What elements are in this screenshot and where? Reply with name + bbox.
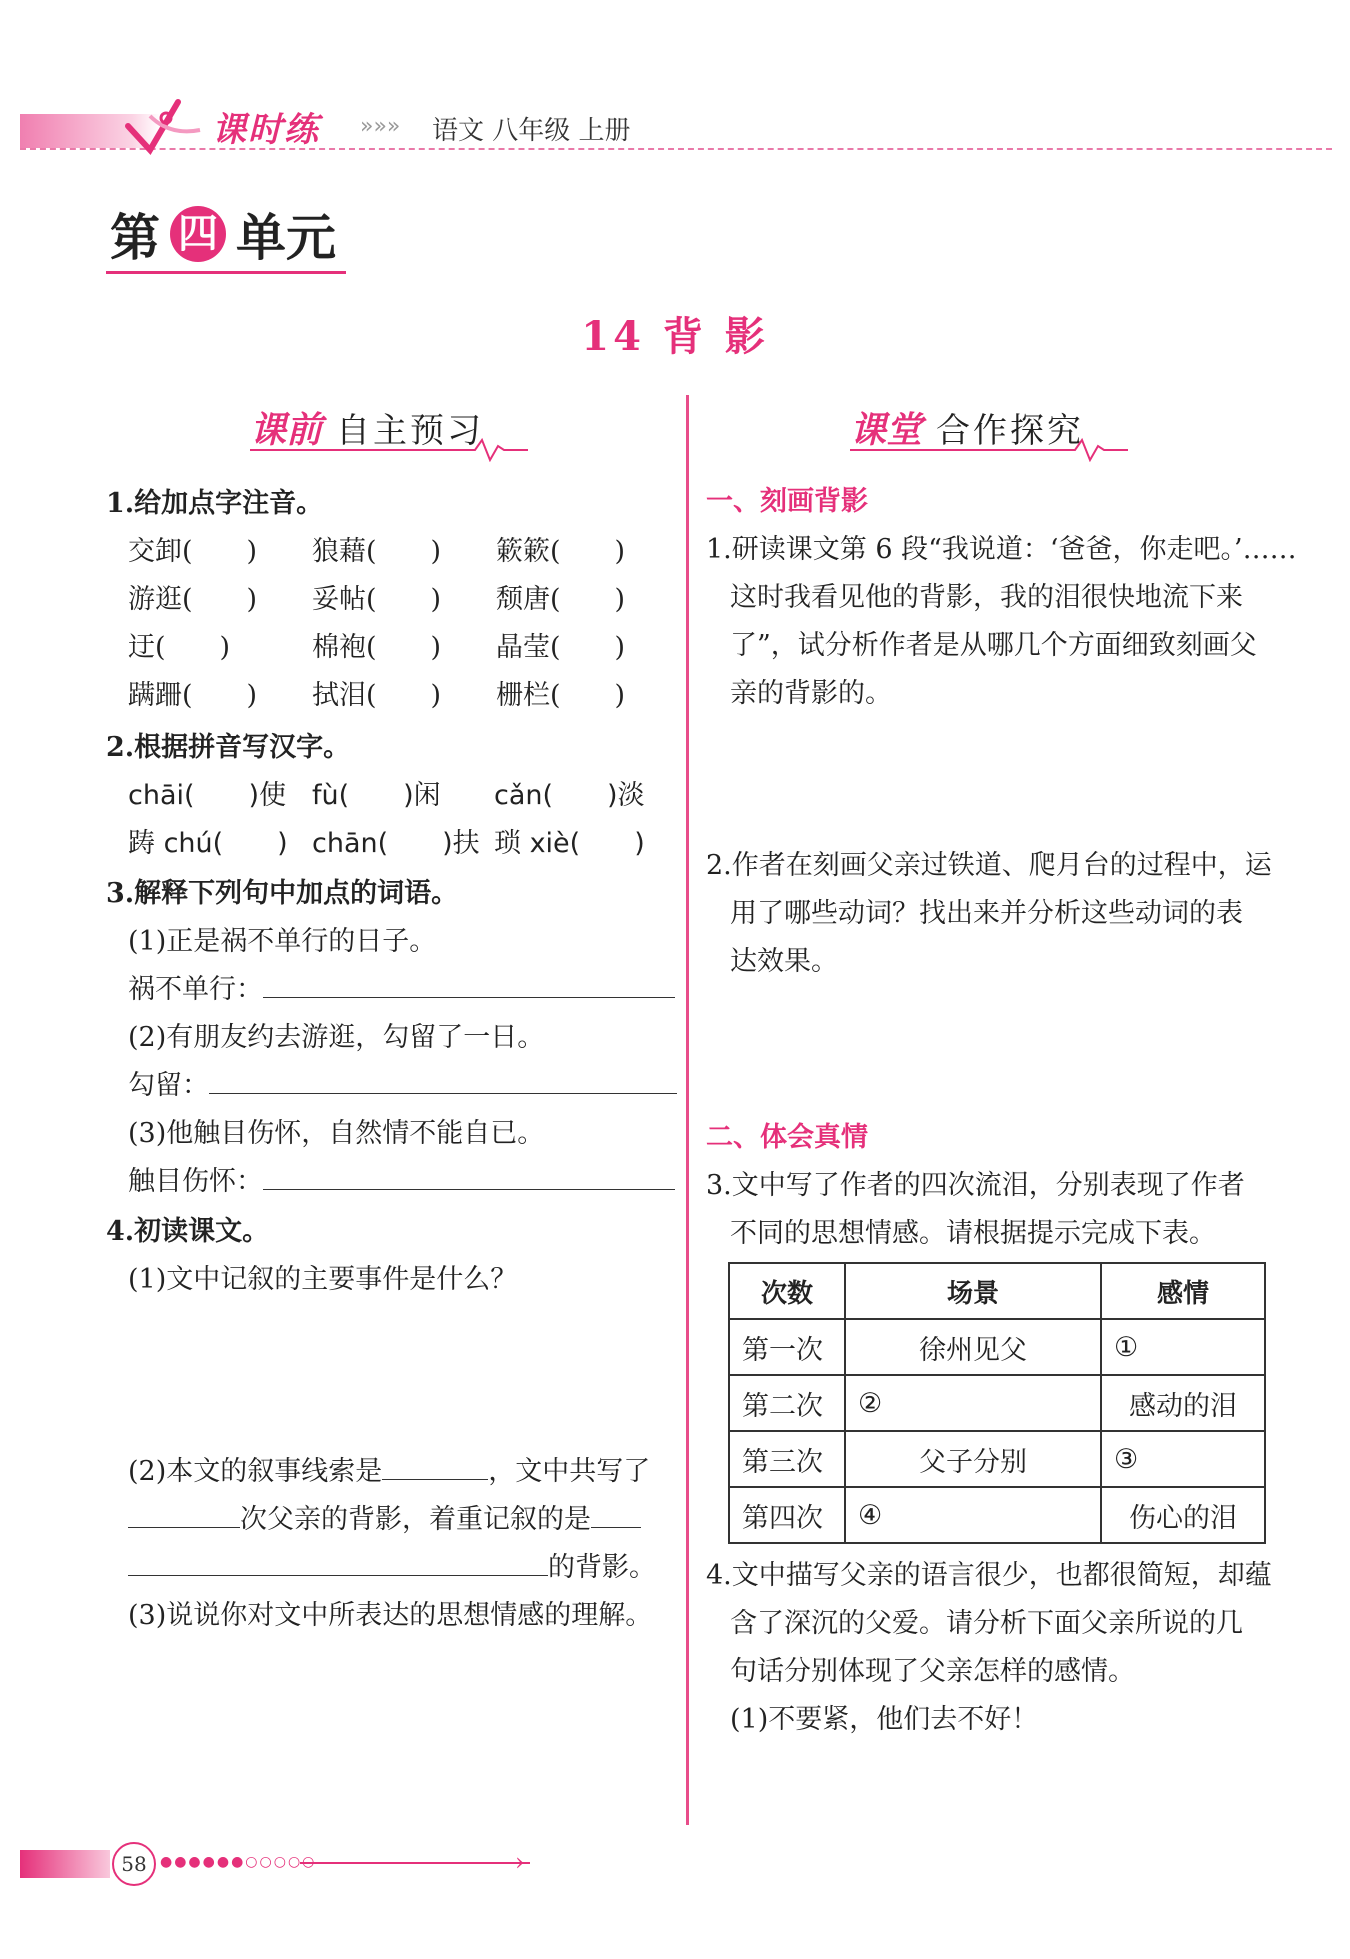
arrow-right-icon: › [515,1848,525,1876]
footer-gradient-bar [20,1850,110,1878]
table-cell: 第二次 [729,1375,845,1431]
unit-underline [106,271,346,274]
table-header: 场景 [845,1263,1101,1319]
left-section-heading [250,402,484,458]
q1-row [496,532,625,572]
footer-arrow-line [300,1862,530,1864]
q2-item: chāi( )使 [128,780,287,811]
q4-title: 4.初读课文。 [106,1216,270,1247]
table-cell[interactable]: ① [1101,1319,1265,1375]
q2-item: cǎn( )淡 [494,780,645,811]
q4-text: 次父亲的背影，着重记叙的是 [240,1504,591,1535]
table-row [729,1431,1265,1487]
rq1-line: 了”，试分析作者是从哪几个方面细致刻画父 [730,630,1257,661]
table-cell: 第一次 [729,1319,845,1375]
q4-part-3: (3)说说你对文中所表达的思想情感的理解。 [128,1600,653,1631]
lesson-title: 14 背 影 [581,313,769,360]
q1-item: 游逛( ) [128,584,258,615]
table-cell[interactable]: ② [845,1375,1101,1431]
q2-item: 琐 xiè( ) [494,828,645,859]
rq2-line: 用了哪些动词？找出来并分析这些动词的表 [730,898,1243,929]
rq3-line: 不同的思想情感。请根据提示完成下表。 [730,1218,1216,1249]
q1-item: 狼藉( ) [312,536,442,567]
heartbeat-underline-icon [850,438,1130,462]
q1-row [128,580,257,620]
q4-text: 的背影。 [548,1552,656,1583]
table-cell: 徐州见父 [845,1319,1101,1375]
q1-row [128,532,257,572]
rq1-line: 亲的背影的。 [730,678,892,709]
answer-label: 祸不单行： [128,974,263,1005]
table-cell: 第四次 [729,1487,845,1543]
q1-item: 交卸( ) [128,536,258,567]
q2-item: 踌 chú( ) [128,828,288,859]
check-logo-icon [120,96,220,156]
answer-line[interactable] [209,1067,677,1094]
q4-part-2-line-2 [128,1500,641,1540]
answer-label: 触目伤怀： [128,1166,263,1197]
section-pink-label: 课堂 [850,409,923,451]
tears-table [728,1262,1266,1544]
table-cell: 第三次 [729,1431,845,1487]
table-cell[interactable]: ④ [845,1487,1101,1543]
q1-item: 棉袍( ) [312,632,442,663]
table-row [729,1319,1265,1375]
rq3-line: 3.文中写了作者的四次流泪，分别表现了作者 [706,1170,1245,1201]
q1-title: 1.给加点字注音。 [106,488,324,519]
answer-label: 勾留： [128,1070,209,1101]
q4-text: (2)本文的叙事线索是 [128,1456,383,1487]
q1-item: 颓唐( ) [496,584,626,615]
q1-item: 迂( ) [128,632,231,663]
q1-item: 妥帖( ) [312,584,442,615]
brand-title: 课时练 [212,110,320,150]
q4-part-2-line-1 [128,1452,650,1492]
q1-row [312,676,441,716]
q1-row [496,580,625,620]
table-header-row [729,1263,1265,1319]
q4-part-1: (1)文中记叙的主要事件是什么？ [128,1264,518,1295]
q1-item: 晶莹( ) [496,632,626,663]
header-arrows: »»» [360,114,401,139]
table-cell: 父子分别 [845,1431,1101,1487]
table-row [729,1375,1265,1431]
q2-item: fù( )闲 [312,780,441,811]
answer-line[interactable] [128,1549,548,1576]
unit-title [110,198,336,268]
q2-title: 2.根据拼音写汉字。 [106,732,351,763]
answer-line[interactable] [263,971,675,998]
q3-sentence-1: (1)正是祸不单行的日子。 [128,926,437,957]
rq4-line: (1)不要紧，他们去不好！ [730,1704,1039,1735]
q3-label-3 [128,1162,675,1202]
footer-dots-icon: ●●●●●●○○○○○ [160,1854,317,1870]
q4-part-2-line-3 [128,1548,656,1588]
page-header [20,96,1332,156]
section-pink-label: 课前 [250,409,323,451]
q2-item: chān( )扶 [312,828,480,859]
q1-item: 蹒跚( ) [128,680,258,711]
page-footer [20,1840,540,1888]
q3-label-1 [128,970,675,1010]
table-header: 感情 [1101,1263,1265,1319]
q3-label-2 [128,1066,677,1106]
right-section-heading [850,402,1084,458]
q4-text: ，文中共写了 [488,1456,651,1487]
q3-title: 3.解释下列句中加点的词语。 [106,878,459,909]
page-number: 58 [112,1842,156,1886]
table-cell: 感动的泪 [1101,1375,1265,1431]
unit-number-badge: 四 [170,206,226,262]
rq4-line: 含了深沉的父爱。请分析下面父亲所说的几 [730,1608,1243,1639]
subject-label: 语文 八年级 上册 [432,116,631,146]
rq4-line: 句话分别体现了父亲怎样的感情。 [730,1656,1135,1687]
heartbeat-underline-icon [250,438,530,462]
answer-line[interactable] [382,1453,488,1480]
rq2-line: 达效果。 [730,946,838,977]
rq4-line: 4.文中描写父亲的语言很少，也都很简短，却蕴 [706,1560,1272,1591]
column-divider [686,395,689,1825]
answer-line[interactable] [591,1501,641,1528]
q1-row [128,628,230,668]
q3-sentence-2: (2)有朋友约去游逛，勾留了一日。 [128,1022,545,1053]
unit-prefix: 第 [110,208,160,267]
q1-row [312,532,441,572]
part-1-heading: 一、刻画背影 [706,486,868,517]
part-2-heading: 二、体会真情 [706,1122,868,1153]
q1-row [496,628,625,668]
rq1-line: 这时我看见他的背影，我的泪很快地流下来 [730,582,1243,613]
unit-suffix: 单元 [236,208,336,267]
answer-line[interactable] [263,1163,675,1190]
table-cell: 伤心的泪 [1101,1487,1265,1543]
q1-row [496,676,625,716]
rq1-line: 1.研读课文第 6 段“我说道：‘爸爸，你走吧。’…… [706,534,1297,565]
q1-item: 栅栏( ) [496,680,626,711]
q1-row [128,676,257,716]
q1-item: 簌簌( ) [496,536,626,567]
rq2-line: 2.作者在刻画父亲过铁道、爬月台的过程中，运 [706,850,1272,881]
table-cell[interactable]: ③ [1101,1431,1265,1487]
section-black-label: 合作探究 [936,411,1085,451]
table-row [729,1487,1265,1543]
q3-sentence-3: (3)他触目伤怀，自然情不能自已。 [128,1118,545,1149]
q1-item: 拭泪( ) [312,680,442,711]
q1-row [312,628,441,668]
q1-row [312,580,441,620]
table-header: 次数 [729,1263,845,1319]
section-black-label: 自主预习 [336,411,485,451]
answer-line[interactable] [128,1501,240,1528]
